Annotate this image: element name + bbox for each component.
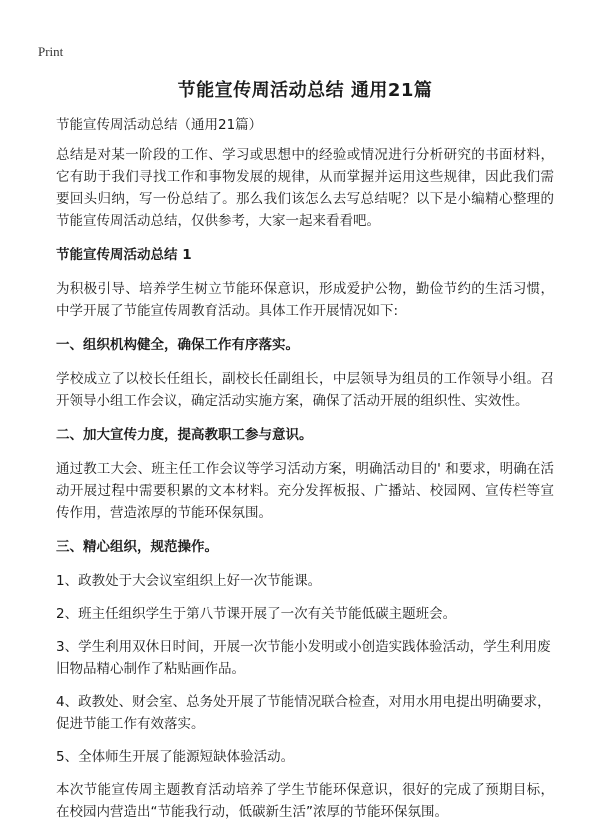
list-item: 1、政教处于大会议室组织上好一次节能课。 xyxy=(56,573,322,589)
heading-publicity: 二、加大宣传力度，提高教职工参与意识。 xyxy=(56,427,313,443)
list-item: 5、全体师生开展了能源短缺体验活动。 xyxy=(56,749,295,765)
heading-organization: 一、组织机构健全，确保工作有序落实。 xyxy=(56,337,299,353)
page-title: 节能宣传周活动总结 通用21篇 xyxy=(177,80,433,101)
section-intro-paragraph: 为积极引导、培养学生树立节能环保意识，形成爱护公物，勤俭节约的生活习惯，中学开展了节能宣传周教育活动。具体工作开展情况如下: xyxy=(56,281,554,319)
publicity-paragraph: 通过教工大会、班主任工作会议等学习活动方案，明确活动目的' 和要求，明确在活动开展过程中需要积累的文本材料。充分发挥板报、广播站、校园网、宣传栏等宣传作用，营造浓厚的节能环保氛围。 xyxy=(56,461,554,521)
list-item: 2、班主任组织学生于第八节课开展了一次有关节能低碳主题班会。 xyxy=(56,606,457,622)
closing-paragraph: 本次节能宣传周主题教育活动培养了学生节能环保意识，很好的完成了预期目标，在校园内营造出“节能我行动，低碳新生活”浓厚的节能环保氛围。 xyxy=(56,782,554,820)
list-item: 3、学生利用双休日时间，开展一次节能小发明或小创造实践体验活动，学生利用废旧物品精心制作了粘贴画作品。 xyxy=(56,639,551,677)
list-item: 4、政教处、财会室、总务处开展了节能情况联合检查，对用水用电提出明确要求，促进节能工作有效落实。 xyxy=(56,694,551,732)
document-body xyxy=(56,78,554,835)
heading-operation: 三、精心组织，规范操作。 xyxy=(56,539,218,555)
organization-paragraph: 学校成立了以校长任组长，副校长任副组长，中层领导为组员的工作领导小组。召开领导小组工作会议，确定活动实施方案，确保了活动开展的组织性、实效性。 xyxy=(56,371,554,409)
intro-paragraph: 总结是对某一阶段的工作、学习或思想中的经验或情况进行分析研究的书面材料，它有助于我们寻找工作和事物发展的规律，从而掌握并运用这些规律，因此我们需要回头归纳，写一份总结了。那么我们该怎么去写总结呢？以下是小编精心整理的节能宣传周活动总结，仅供参考，大家一起来看看吧。 xyxy=(56,147,554,229)
print-label: Print xyxy=(38,44,64,59)
document-subtitle: 节能宣传周活动总结（通用21篇） xyxy=(56,117,263,133)
section-title: 节能宣传周活动总结 1 xyxy=(56,247,192,263)
